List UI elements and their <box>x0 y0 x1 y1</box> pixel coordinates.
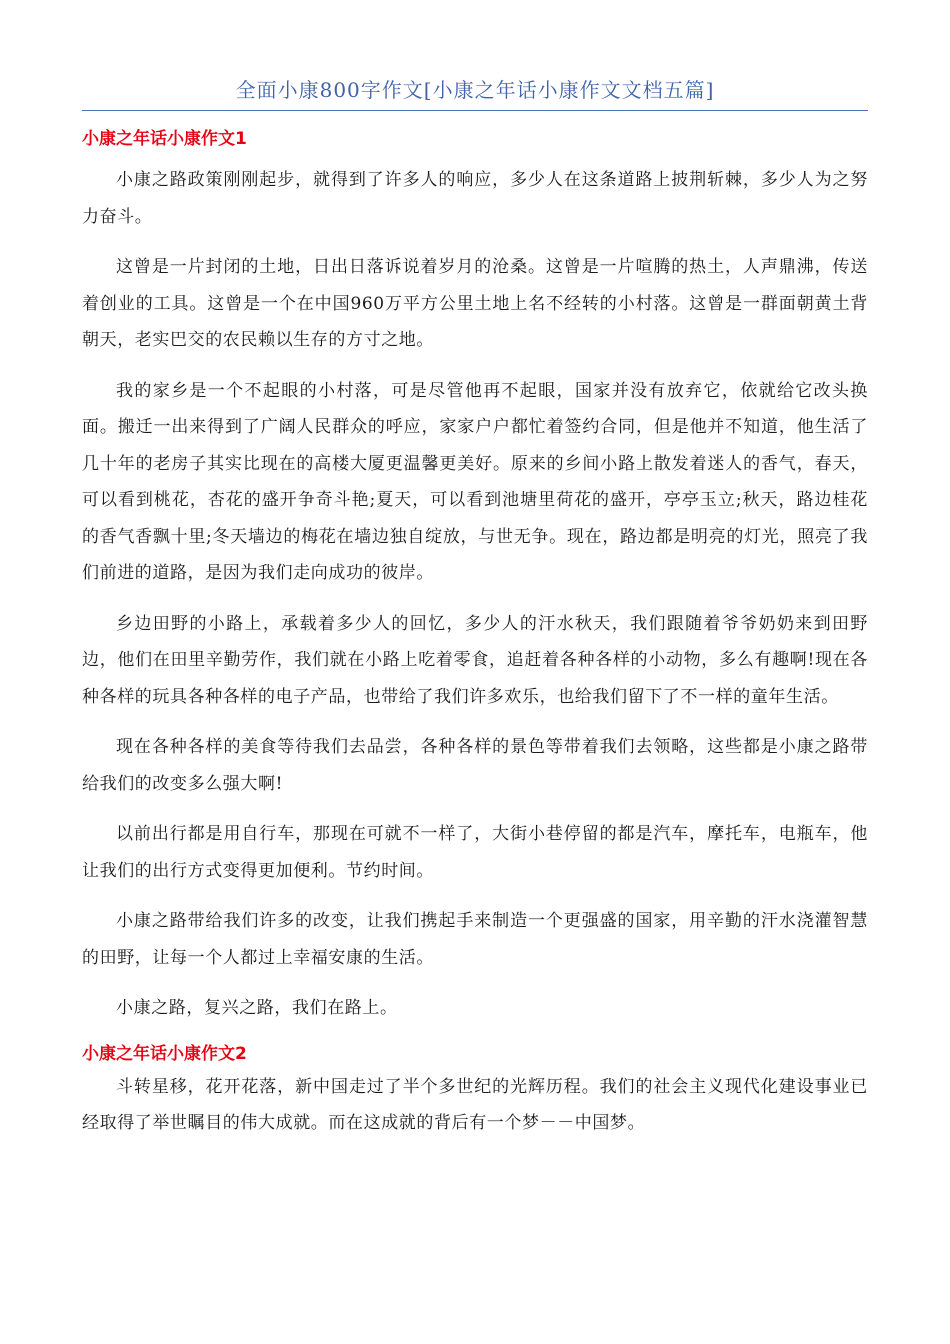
paragraph: 小康之路带给我们许多的改变，让我们携起手来制造一个更强盛的国家，用辛勤的汗水浇灌智慧的田野，让每一个人都过上幸福安康的生活。 <box>82 911 868 968</box>
document-body <box>82 126 868 1156</box>
document-title: 全面小康800字作文[小康之年话小康作文文档五篇] <box>235 78 715 102</box>
paragraph: 小康之路，复兴之路，我们在路上。 <box>116 998 398 1018</box>
section-heading-1: 小康之年话小康作文1 <box>82 129 247 149</box>
paragraph: 这曾是一片封闭的土地，日出日落诉说着岁月的沧桑。这曾是一片喧腾的热土，人声鼎沸，传送着创业的工具。这曾是一个在中国960万平方公里土地上名不经转的小村落。这曾是一群面朝黄土背朝天，老实巴交的农民赖以生存的方寸之地。 <box>82 257 868 350</box>
paragraph: 小康之路政策刚刚起步，就得到了许多人的响应，多少人在这条道路上披荆斩棘，多少人为之努力奋斗。 <box>82 170 868 227</box>
paragraph: 斗转星移，花开花落，新中国走过了半个多世纪的光辉历程。我们的社会主义现代化建设事业已经取得了举世瞩目的伟大成就。而在这成就的背后有一个梦－－中国梦。 <box>82 1076 868 1133</box>
paragraph: 我的家乡是一个不起眼的小村落，可是尽管他再不起眼，国家并没有放弃它，依就给它改头换面。搬迁一出来得到了广阔人民群众的呼应，家家户户都忙着签约合同，但是他并不知道，他生活了几十年的老房子其实比现在的高楼大厦更温馨更美好。原来的乡间小路上散发着迷人的香气，春天，可以看到桃花，杏花的盛开争奇斗艳;夏天，可以看到池塘里荷花的盛开，亭亭玉立;秋天，路边桂花的香气香飘十里;冬天墙边的梅花在墙边独自绽放，与世无争。现在，路边都是明亮的灯光，照亮了我们前进的道路，是因为我们走向成功的彼岸。 <box>82 380 868 583</box>
paragraph: 现在各种各样的美食等待我们去品尝，各种各样的景色等带着我们去领略，这些都是小康之路带给我们的改变多么强大啊! <box>82 737 868 794</box>
document-header <box>82 76 868 111</box>
paragraph: 以前出行都是用自行车，那现在可就不一样了，大街小巷停留的都是汽车，摩托车，电瓶车，他让我们的出行方式变得更加便利。节约时间。 <box>82 824 868 881</box>
paragraph: 乡边田野的小路上，承载着多少人的回忆，多少人的汗水秋天，我们跟随着爷爷奶奶来到田野边，他们在田里辛勤劳作，我们就在小路上吃着零食，追赶着各种各样的小动物，多么有趣啊!现在各种各样的玩具各种各样的电子产品，也带给了我们许多欢乐，也给我们留下了不一样的童年生活。 <box>82 613 868 707</box>
section-heading-2: 小康之年话小康作文2 <box>82 1043 247 1064</box>
